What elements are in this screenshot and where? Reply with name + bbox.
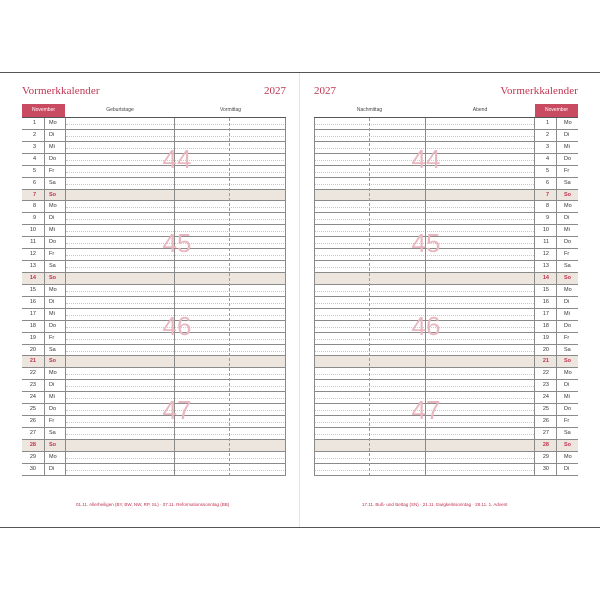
day-number: 3 [32,143,36,150]
day-number: 13 [29,263,36,270]
day-number: 29 [29,453,36,460]
day-number: 20 [29,346,36,353]
weekday: Mo [564,453,572,460]
weekday: Mo [564,286,572,293]
column-divider [65,118,66,476]
left-page [22,84,286,524]
weekday: Mo [564,120,572,126]
half-row-divider [314,470,534,471]
weekday: Fr [49,334,55,341]
weekday: Fr [564,167,570,174]
day-row [22,416,286,428]
column-divider [229,118,230,476]
day-number: 30 [542,465,549,472]
page-year: 2027 [264,85,286,97]
half-row-divider [314,291,534,292]
day-row [22,333,286,345]
day-number: 29 [542,453,549,460]
day-row [22,213,286,225]
weekday: Fr [564,251,570,258]
weekday: Mi [564,394,570,401]
right-calendar-grid [314,104,578,476]
day-number: 15 [542,286,549,293]
day-number: 9 [32,215,36,222]
weekday: Mo [49,286,57,293]
weekday: Do [49,155,57,162]
day-number: 10 [542,227,549,234]
weekday: Do [49,406,57,413]
weekday: Di [564,298,570,305]
day-row [314,440,578,452]
weekday: Sa [49,429,56,436]
morning-header: Vormittag [219,107,242,113]
day-number: 5 [545,167,549,174]
weekday: Do [564,155,572,162]
left-page-header [22,84,286,102]
half-row-divider [66,351,286,352]
half-row-divider [66,470,286,471]
day-row [22,404,286,416]
day-number: 12 [542,251,549,258]
right-footnote: 17.11. Buß- und Bettag (SN) · 21.11. Ewigkeitssonntag · 28.11. 1. Advent [362,502,508,507]
day-row [314,416,578,428]
day-number: 19 [29,334,36,341]
weekday: Sa [564,429,571,436]
month-header: November [22,104,65,117]
weekday: Mi [49,227,55,234]
half-row-divider [314,374,534,375]
weekday: So [564,441,572,448]
day-number: 11 [543,239,549,246]
day-row [22,464,286,476]
day-number: 28 [29,441,36,448]
half-row-divider [314,184,534,185]
weekday: So [49,358,57,365]
evening-header: Abend [472,107,488,113]
page-year: 2027 [314,85,336,97]
weekday: Mi [49,310,55,317]
afternoon-header: Nachmittag [356,107,383,113]
weekday: Mo [49,453,57,460]
day-number: 10 [29,227,36,234]
day-number: 2 [32,131,36,138]
day-row [314,321,578,333]
column-divider [44,118,45,476]
weekday: Do [564,406,572,413]
day-row [314,345,578,357]
day-row [22,345,286,357]
day-row [22,273,286,285]
day-row [22,368,286,380]
day-number: 1 [32,120,36,126]
day-row [314,154,578,166]
day-number: 8 [545,203,549,210]
month-header: November [535,104,578,117]
half-row-divider [314,303,534,304]
day-row [314,297,578,309]
birthdays-header: Geburtstage [106,107,134,113]
half-row-divider [314,207,534,208]
day-number: 23 [542,382,549,389]
half-row-divider [66,136,286,137]
day-row [314,392,578,404]
half-row-divider [66,291,286,292]
day-number: 27 [29,429,36,436]
day-row [22,297,286,309]
half-row-divider [314,458,534,459]
weekday: Sa [49,179,56,186]
day-number: 17 [542,310,549,317]
day-number: 22 [29,370,36,377]
weekday: Fr [564,334,570,341]
day-row [314,285,578,297]
week-number: 44 [411,144,441,174]
day-row [22,309,286,321]
day-row [314,225,578,237]
day-row [22,428,286,440]
day-row [314,380,578,392]
week-number: 46 [411,311,441,342]
day-number: 18 [29,322,36,329]
day-row [22,166,286,178]
day-row [314,237,578,249]
day-row [22,285,286,297]
page-top-edge [0,72,600,73]
day-row [22,249,286,261]
weekday: Di [49,131,55,138]
weekday: Di [49,465,55,472]
day-number: 19 [542,334,549,341]
left-day-rows [22,118,286,476]
half-row-divider [66,434,286,435]
day-number: 21 [29,358,36,365]
day-number: 22 [542,370,549,377]
weekday: Mo [49,370,57,377]
week-number: 47 [162,394,192,425]
weekday: Mo [49,120,57,126]
week-number: 45 [162,227,192,258]
weekday: Sa [564,179,571,186]
weekday: Do [49,322,57,329]
half-row-divider [314,124,534,125]
weekday: Fr [49,167,55,174]
day-number: 17 [29,310,36,317]
day-number: 23 [29,382,36,389]
left-column-headers [22,104,286,118]
day-number: 5 [32,167,36,174]
weekday: So [49,191,57,198]
day-row [314,333,578,345]
column-divider [369,118,370,476]
weekday: Sa [49,263,56,270]
day-number: 2 [545,131,549,138]
week-number: 47 [411,394,441,425]
weekday: So [564,191,572,198]
weekday: Mo [564,370,572,377]
day-row [314,273,578,285]
day-number: 15 [29,286,36,293]
half-row-divider [314,267,534,268]
week-number: 44 [162,144,192,174]
right-day-rows [314,118,578,476]
weekday: Mo [49,203,57,210]
day-number: 3 [545,143,549,150]
day-row [314,368,578,380]
day-number: 9 [545,215,549,222]
day-number: 11 [30,239,36,246]
day-row [22,237,286,249]
weekday: Di [49,298,55,305]
day-row [22,261,286,273]
day-number: 20 [542,346,549,353]
day-row [314,309,578,321]
half-row-divider [66,458,286,459]
right-column-headers [314,104,578,118]
day-row [314,201,578,213]
day-number: 12 [29,251,36,258]
half-row-divider [314,434,534,435]
weekday: Mo [564,203,572,210]
half-row-divider [66,267,286,268]
right-page [314,84,578,524]
day-row [22,178,286,190]
day-number: 8 [32,203,36,210]
weekday: Mi [49,394,55,401]
page-title: Vormerkkalender [22,85,100,97]
day-row [314,118,578,130]
day-row [22,356,286,368]
page-title: Vormerkkalender [500,85,578,97]
week-number: 45 [411,227,441,258]
day-number: 1 [545,120,549,126]
day-row [22,392,286,404]
day-row [314,464,578,476]
weekday: Mi [564,227,570,234]
half-row-divider [314,386,534,387]
day-row [22,201,286,213]
weekday: So [49,441,57,448]
page-bottom-edge [0,527,600,528]
half-row-divider [66,124,286,125]
day-row [314,356,578,368]
weekday: So [49,274,57,281]
day-number: 7 [545,191,549,198]
day-row [314,166,578,178]
day-row [314,428,578,440]
day-row [22,190,286,202]
day-number: 16 [29,298,36,305]
day-number: 4 [545,155,549,162]
half-row-divider [66,184,286,185]
weekday: Do [564,239,572,246]
weekday: Fr [49,251,55,258]
weekday: So [564,274,572,281]
day-number: 4 [32,155,36,162]
book-spine [299,73,300,527]
weekday: Mi [564,310,570,317]
weekday: Di [564,382,570,389]
day-number: 24 [542,394,549,401]
day-row [22,154,286,166]
column-divider [534,118,535,476]
day-row [314,213,578,225]
left-footnote: 01.11. Allerheiligen (BY, BW, NW, RP, SL) · 07.11. Reformationssonntag (BB) [76,502,230,507]
day-row [314,404,578,416]
half-row-divider [66,207,286,208]
day-row [22,321,286,333]
day-row [314,178,578,190]
day-number: 7 [32,191,36,198]
day-number: 25 [542,406,549,413]
half-row-divider [66,386,286,387]
day-row [22,440,286,452]
half-row-divider [314,219,534,220]
weekday: Mi [49,143,55,150]
weekday: Sa [49,346,56,353]
week-number: 46 [162,311,192,342]
column-divider [285,118,286,476]
day-number: 16 [542,298,549,305]
weekday: Do [564,322,572,329]
weekday: Di [49,215,55,222]
day-row [314,261,578,273]
weekday: Di [564,465,570,472]
day-row [314,190,578,202]
day-number: 25 [29,406,36,413]
day-number: 21 [542,358,549,365]
day-number: 18 [542,322,549,329]
half-row-divider [66,374,286,375]
day-number: 26 [542,418,549,425]
weekday: Fr [49,418,55,425]
weekday: Sa [564,346,571,353]
weekday: So [564,358,572,365]
day-row [22,118,286,130]
day-row [314,130,578,142]
day-row [22,142,286,154]
day-row [22,452,286,464]
day-number: 14 [29,274,36,281]
half-row-divider [314,351,534,352]
day-row [22,130,286,142]
day-number: 6 [32,179,36,186]
weekday: Sa [564,263,571,270]
day-number: 26 [29,418,36,425]
day-number: 13 [542,263,549,270]
day-number: 6 [545,179,549,186]
day-row [314,452,578,464]
day-number: 28 [542,441,549,448]
day-number: 14 [542,274,549,281]
day-number: 30 [29,465,36,472]
weekday: Di [49,382,55,389]
column-divider [314,118,315,476]
weekday: Do [49,239,57,246]
day-number: 24 [29,394,36,401]
half-row-divider [66,303,286,304]
right-page-header [314,84,578,102]
day-row [22,380,286,392]
day-number: 27 [542,429,549,436]
weekday: Fr [564,418,570,425]
weekday: Di [564,131,570,138]
day-row [22,225,286,237]
half-row-divider [314,136,534,137]
column-divider [556,118,557,476]
day-row [314,142,578,154]
day-row [314,249,578,261]
left-calendar-grid [22,104,286,476]
weekday: Di [564,215,570,222]
weekday: Mi [564,143,570,150]
half-row-divider [66,219,286,220]
